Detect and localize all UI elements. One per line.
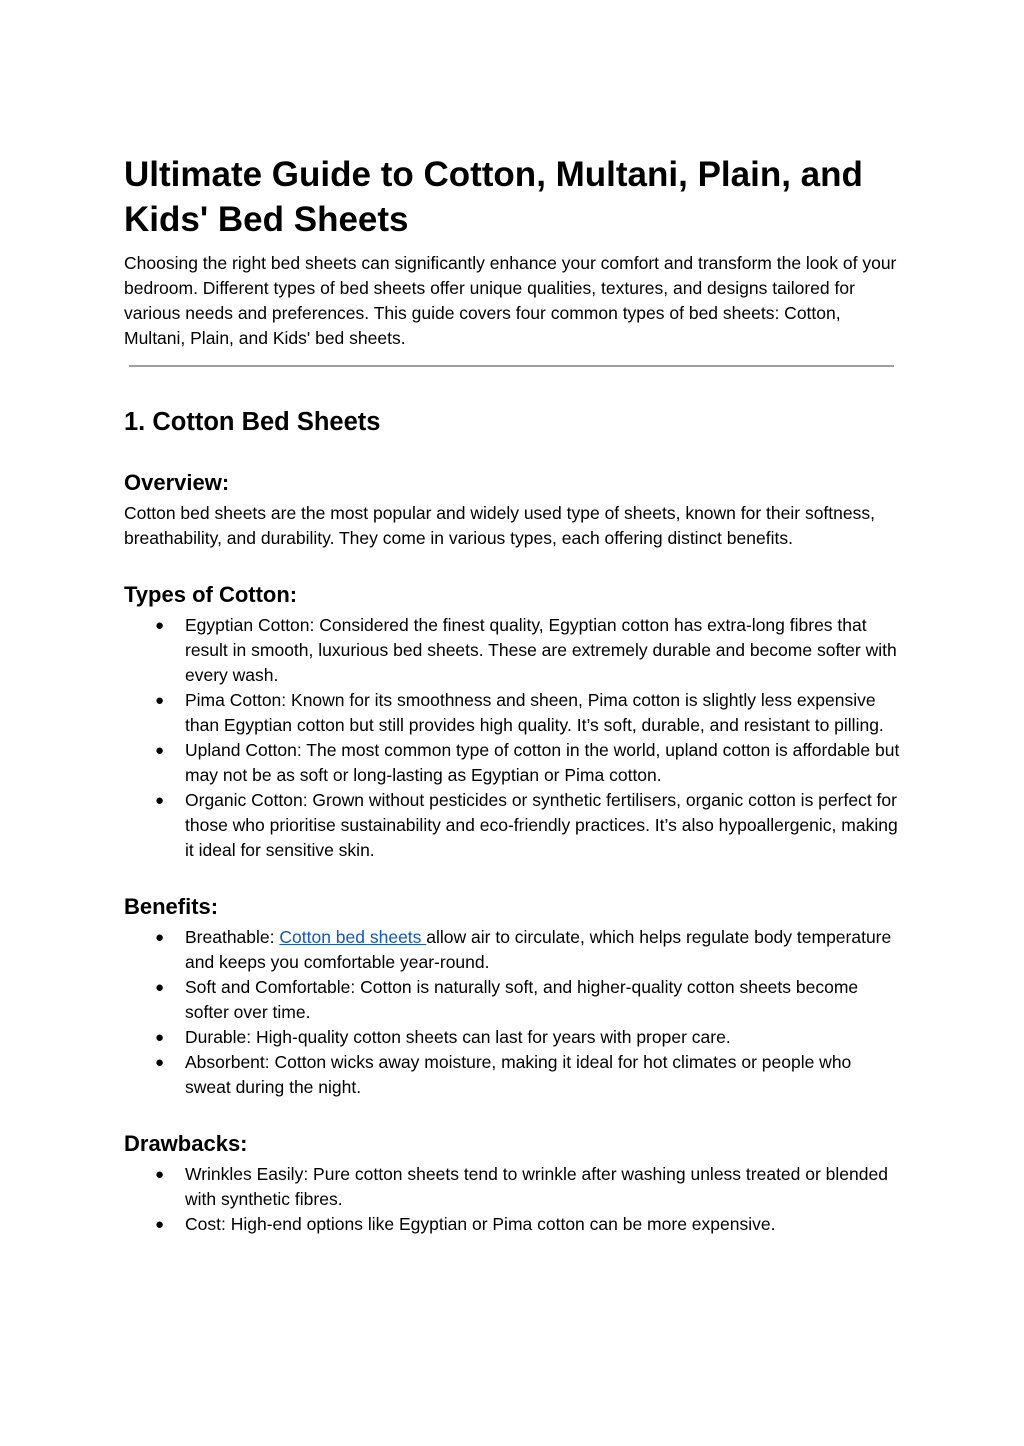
list-item <box>124 788 900 863</box>
list-item <box>124 688 900 738</box>
bullet-icon: ● <box>155 617 165 634</box>
bullet-icon: ● <box>155 979 165 996</box>
list-item <box>124 613 900 688</box>
bullet-icon: ● <box>155 1216 165 1233</box>
bullet-icon: ● <box>155 929 165 946</box>
section-heading-cotton: 1. Cotton Bed Sheets <box>124 408 381 436</box>
types-list <box>124 613 900 863</box>
drawbacks-list <box>124 1162 900 1237</box>
list-item-text: Cost: High-end options like Egyptian or Pima cotton can be more expensive. <box>185 1214 776 1234</box>
list-item-suffix: allow air to circulate, which helps regulate body temperature and keeps you comfortable year-round. <box>185 927 892 972</box>
list-item <box>124 1212 900 1237</box>
list-item-text: Organic Cotton: Grown without pesticides or synthetic fertilisers, organic cotton is perfect for those who prioritise sustainability and eco-friendly practices. It’s also hypoallergenic, making it ideal for sensitive skin. <box>185 790 898 860</box>
bullet-icon: ● <box>155 792 165 809</box>
drawbacks-heading: Drawbacks: <box>124 1131 248 1156</box>
list-item <box>124 1162 900 1212</box>
list-item-text: Wrinkles Easily: Pure cotton sheets tend to wrinkle after washing unless treated or blended with synthetic fibres. <box>185 1164 888 1209</box>
list-item <box>124 925 900 975</box>
list-item-text: Pima Cotton: Known for its smoothness and sheen, Pima cotton is slightly less expensive than Egyptian cotton but still provides high quality. It’s soft, durable, and resistant to pilling. <box>185 690 884 735</box>
intro-paragraph: Choosing the right bed sheets can significantly enhance your comfort and transform the look of your bedroom. Different types of bed sheets offer unique qualities, textures, and designs tailored for various needs and preferences. This guide covers four common types of bed sheets: Cotton, Multani, Plain, and Kids' bed sheets. <box>124 253 897 348</box>
bullet-icon: ● <box>155 1029 165 1046</box>
bullet-icon: ● <box>155 742 165 759</box>
document-page <box>124 152 900 1237</box>
list-item <box>124 1025 900 1050</box>
list-item-text: Upland Cotton: The most common type of cotton in the world, upland cotton is affordable but may not be as soft or long-lasting as Egyptian or Pima cotton. <box>185 740 900 785</box>
list-item-text: Durable: High-quality cotton sheets can last for years with proper care. <box>185 1027 731 1047</box>
benefits-heading: Benefits: <box>124 894 219 919</box>
section-divider <box>129 365 894 367</box>
list-item-text: Egyptian Cotton: Considered the finest quality, Egyptian cotton has extra-long fibres that result in smooth, luxurious bed sheets. These are extremely durable and become softer with every wash. <box>185 615 897 685</box>
bullet-icon: ● <box>155 1054 165 1071</box>
page-title: Ultimate Guide to Cotton, Multani, Plain, and Kids' Bed Sheets <box>124 155 863 239</box>
bullet-icon: ● <box>155 692 165 709</box>
benefits-list <box>124 925 900 1100</box>
types-heading: Types of Cotton: <box>124 582 298 607</box>
overview-paragraph: Cotton bed sheets are the most popular and widely used type of sheets, known for their softness, breathability, and durability. They come in various types, each offering distinct benefits. <box>124 503 875 548</box>
list-item <box>124 738 900 788</box>
list-item <box>124 975 900 1025</box>
overview-heading: Overview: <box>124 470 230 495</box>
list-item <box>124 1050 900 1100</box>
list-item-text: Soft and Comfortable: Cotton is naturally soft, and higher-quality cotton sheets become softer over time. <box>185 977 859 1022</box>
list-item-prefix: Breathable: <box>185 927 280 947</box>
cotton-bed-sheets-link[interactable]: Cotton bed sheets <box>279 927 427 947</box>
bullet-icon: ● <box>155 1166 165 1183</box>
list-item-text: Absorbent: Cotton wicks away moisture, making it ideal for hot climates or people who sweat during the night. <box>185 1052 852 1097</box>
